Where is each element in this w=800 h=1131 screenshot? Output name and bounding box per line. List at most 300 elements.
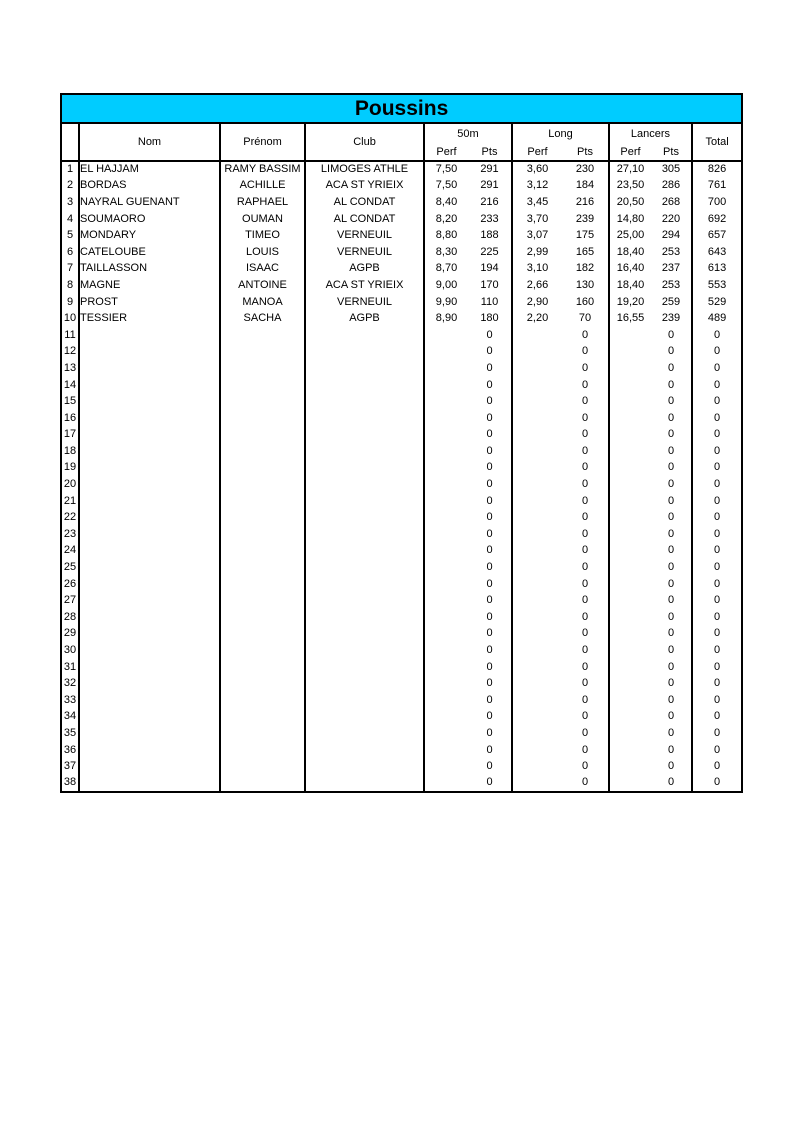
- cell-lancers-pts: 286: [651, 178, 692, 195]
- cell-lancers-perf: [609, 609, 651, 626]
- cell-long-pts: 0: [562, 626, 609, 643]
- cell-50m-pts: 0: [468, 327, 512, 344]
- cell-lancers-pts: 0: [651, 443, 692, 460]
- cell-lancers-pts: 0: [651, 476, 692, 493]
- cell-50m-perf: [424, 360, 468, 377]
- cell-total: 0: [714, 328, 721, 341]
- cell-50m-pts: 110: [468, 294, 512, 311]
- cell-rank: 36: [61, 742, 79, 759]
- cell-club: AGPB: [305, 310, 424, 327]
- cell-prenom: MANOA: [220, 294, 305, 311]
- cell-long-pts: 0: [562, 725, 609, 742]
- cell-lancers-perf: [609, 410, 651, 427]
- table-row: [61, 725, 742, 742]
- cell-club: [305, 659, 424, 676]
- cell-lancers-pts: 294: [651, 227, 692, 244]
- cell-50m-pts: 194: [468, 261, 512, 278]
- cell-rank: 17: [61, 427, 79, 444]
- cell-club: [305, 692, 424, 709]
- cell-club: [305, 476, 424, 493]
- cell-rank: 30: [61, 642, 79, 659]
- table-row: [61, 393, 742, 410]
- cell-rank: 6: [61, 244, 79, 261]
- cell-prenom: ISAAC: [220, 261, 305, 278]
- cell-prenom: [220, 443, 305, 460]
- cell-50m-pts: 0: [468, 377, 512, 394]
- cell-50m-pts: 0: [468, 360, 512, 377]
- cell-long-perf: 2,20: [526, 312, 549, 325]
- table-row: [61, 509, 742, 526]
- cell-club: [305, 360, 424, 377]
- cell-nom: [79, 642, 220, 659]
- table-row: [61, 543, 742, 560]
- cell-50m-perf: [424, 758, 468, 775]
- cell-total: 553: [707, 278, 727, 291]
- cell-50m-pts: 0: [468, 758, 512, 775]
- cell-long-perf: [512, 642, 562, 659]
- cell-lancers-perf: 25,00: [616, 229, 645, 242]
- cell-total: 0: [714, 660, 721, 673]
- cell-club: [305, 742, 424, 759]
- cell-prenom: [220, 675, 305, 692]
- cell-lancers-pts: 0: [651, 393, 692, 410]
- cell-50m-pts: 0: [468, 493, 512, 510]
- cell-nom: [79, 692, 220, 709]
- cell-lancers-pts: 0: [651, 493, 692, 510]
- cell-50m-pts: 0: [468, 410, 512, 427]
- cell-rank: 28: [61, 609, 79, 626]
- cell-50m-pts: 0: [468, 509, 512, 526]
- cell-rank: 24: [61, 543, 79, 560]
- cell-club: [305, 758, 424, 775]
- cell-nom: [79, 443, 220, 460]
- cell-long-pts: 0: [562, 509, 609, 526]
- cell-long-pts: 0: [562, 592, 609, 609]
- cell-club: [305, 393, 424, 410]
- cell-lancers-pts: 0: [651, 659, 692, 676]
- cell-club: [305, 709, 424, 726]
- cell-lancers-perf: [609, 493, 651, 510]
- cell-lancers-perf: [609, 526, 651, 543]
- cell-long-pts: 0: [562, 427, 609, 444]
- cell-50m-perf: [424, 476, 468, 493]
- cell-lancers-perf: [609, 443, 651, 460]
- cell-long-perf: [512, 526, 562, 543]
- cell-nom: [79, 775, 220, 792]
- cell-50m-perf: [424, 576, 468, 593]
- cell-lancers-perf: [609, 360, 651, 377]
- cell-long-pts: 0: [562, 377, 609, 394]
- cell-lancers-pts: 0: [651, 559, 692, 576]
- cell-nom: CATELOUBE: [79, 244, 220, 261]
- cell-long-pts: 0: [562, 642, 609, 659]
- cell-total: 657: [707, 229, 727, 242]
- cell-lancers-perf: [609, 476, 651, 493]
- cell-lancers-pts: 0: [651, 377, 692, 394]
- table-row: [61, 227, 742, 244]
- cell-lancers-perf: 20,50: [616, 195, 645, 208]
- cell-lancers-pts: 0: [651, 742, 692, 759]
- cell-lancers-pts: 0: [651, 327, 692, 344]
- cell-club: [305, 642, 424, 659]
- table-row: [61, 294, 742, 311]
- cell-prenom: [220, 725, 305, 742]
- cell-rank: 38: [61, 775, 79, 792]
- cell-club: [305, 559, 424, 576]
- cell-50m-perf: 8,20: [435, 212, 458, 225]
- cell-long-perf: [512, 443, 562, 460]
- cell-lancers-pts: 259: [651, 294, 692, 311]
- cell-50m-perf: 8,40: [435, 195, 458, 208]
- cell-long-pts: 0: [562, 775, 609, 792]
- cell-lancers-pts: 0: [651, 592, 692, 609]
- cell-50m-pts: 180: [468, 310, 512, 327]
- cell-50m-perf: [424, 460, 468, 477]
- cell-prenom: [220, 642, 305, 659]
- cell-50m-pts: 225: [468, 244, 512, 261]
- table-row: [61, 659, 742, 676]
- cell-long-perf: [512, 344, 562, 361]
- cell-lancers-perf: [609, 742, 651, 759]
- cell-nom: [79, 476, 220, 493]
- cell-total: 643: [707, 245, 727, 258]
- cell-50m-pts: 0: [468, 427, 512, 444]
- cell-rank: 4: [61, 211, 79, 228]
- cell-lancers-perf: [609, 592, 651, 609]
- cell-50m-perf: [424, 427, 468, 444]
- cell-50m-pts: 0: [468, 443, 512, 460]
- cell-lancers-perf: [609, 576, 651, 593]
- cell-long-pts: 239: [562, 211, 609, 228]
- cell-lancers-pts: 305: [651, 161, 692, 178]
- cell-nom: [79, 675, 220, 692]
- cell-rank: 35: [61, 725, 79, 742]
- cell-long-pts: 0: [562, 443, 609, 460]
- cell-50m-perf: [424, 592, 468, 609]
- cell-long-perf: [512, 559, 562, 576]
- cell-lancers-perf: 16,40: [616, 262, 645, 275]
- cell-total: 0: [714, 594, 721, 607]
- cell-nom: [79, 427, 220, 444]
- cell-nom: SOUMAORO: [79, 211, 220, 228]
- cell-nom: [79, 344, 220, 361]
- cell-nom: [79, 709, 220, 726]
- cell-long-perf: [512, 709, 562, 726]
- cell-nom: [79, 626, 220, 643]
- cell-rank: 11: [61, 327, 79, 344]
- cell-nom: [79, 460, 220, 477]
- cell-long-perf: 3,60: [526, 163, 549, 176]
- cell-long-pts: 0: [562, 758, 609, 775]
- cell-long-perf: [512, 775, 562, 792]
- column-header-prenom: Prénom: [220, 123, 305, 161]
- cell-lancers-pts: 0: [651, 725, 692, 742]
- cell-nom: [79, 360, 220, 377]
- cell-lancers-pts: 0: [651, 626, 692, 643]
- cell-nom: [79, 377, 220, 394]
- cell-rank: 9: [61, 294, 79, 311]
- cell-50m-perf: [424, 344, 468, 361]
- cell-lancers-pts: 0: [651, 427, 692, 444]
- cell-lancers-perf: [609, 393, 651, 410]
- table-row: [61, 775, 742, 792]
- cell-nom: [79, 393, 220, 410]
- column-header-lancers: Lancers: [609, 123, 692, 145]
- cell-lancers-perf: [609, 559, 651, 576]
- cell-prenom: [220, 758, 305, 775]
- cell-50m-pts: 170: [468, 277, 512, 294]
- cell-lancers-perf: [609, 659, 651, 676]
- cell-long-pts: 0: [562, 675, 609, 692]
- table-row: [61, 244, 742, 261]
- cell-club: [305, 576, 424, 593]
- cell-lancers-perf: [609, 709, 651, 726]
- cell-lancers-perf: [609, 327, 651, 344]
- cell-long-pts: 165: [562, 244, 609, 261]
- cell-club: [305, 460, 424, 477]
- cell-lancers-pts: 237: [651, 261, 692, 278]
- cell-total: 0: [714, 577, 721, 590]
- cell-long-pts: 160: [562, 294, 609, 311]
- cell-long-perf: 2,66: [526, 278, 549, 291]
- cell-50m-perf: [424, 559, 468, 576]
- cell-total: 0: [714, 428, 721, 441]
- cell-long-pts: 0: [562, 460, 609, 477]
- cell-long-pts: 0: [562, 692, 609, 709]
- cell-lancers-pts: 0: [651, 642, 692, 659]
- cell-rank: 26: [61, 576, 79, 593]
- cell-total: 0: [714, 776, 721, 789]
- cell-prenom: [220, 692, 305, 709]
- cell-nom: [79, 493, 220, 510]
- column-header-nom: Nom: [79, 123, 220, 161]
- cell-rank: 16: [61, 410, 79, 427]
- cell-prenom: [220, 344, 305, 361]
- cell-50m-pts: 0: [468, 592, 512, 609]
- cell-long-perf: [512, 692, 562, 709]
- subheader-lancers-pts: Pts: [651, 145, 692, 161]
- table-row: [61, 277, 742, 294]
- cell-lancers-pts: 0: [651, 460, 692, 477]
- cell-50m-pts: 0: [468, 460, 512, 477]
- cell-lancers-pts: 0: [651, 344, 692, 361]
- cell-club: [305, 609, 424, 626]
- cell-50m-perf: [424, 675, 468, 692]
- cell-50m-pts: 0: [468, 476, 512, 493]
- cell-50m-pts: 0: [468, 709, 512, 726]
- cell-club: [305, 775, 424, 792]
- cell-long-perf: 3,45: [526, 195, 549, 208]
- cell-long-pts: 230: [562, 161, 609, 178]
- cell-lancers-pts: 253: [651, 277, 692, 294]
- cell-50m-perf: [424, 709, 468, 726]
- cell-lancers-pts: 0: [651, 410, 692, 427]
- cell-long-perf: [512, 758, 562, 775]
- cell-long-perf: [512, 576, 562, 593]
- cell-nom: [79, 659, 220, 676]
- cell-club: ACA ST YRIEIX: [305, 178, 424, 195]
- cell-club: [305, 427, 424, 444]
- cell-total: 0: [714, 644, 721, 657]
- cell-prenom: [220, 576, 305, 593]
- cell-long-perf: 3,70: [526, 212, 549, 225]
- cell-prenom: ACHILLE: [220, 178, 305, 195]
- cell-long-pts: 0: [562, 526, 609, 543]
- title-row: [61, 94, 742, 123]
- page-title: Poussins: [61, 94, 742, 123]
- table-row: [61, 344, 742, 361]
- cell-lancers-pts: 0: [651, 675, 692, 692]
- cell-nom: NAYRAL GUENANT: [79, 194, 220, 211]
- cell-50m-perf: 7,50: [435, 163, 458, 176]
- table-row: [61, 675, 742, 692]
- cell-club: [305, 592, 424, 609]
- cell-prenom: [220, 427, 305, 444]
- subheader-long-pts: Pts: [562, 145, 609, 161]
- cell-nom: MONDARY: [79, 227, 220, 244]
- table-row: [61, 692, 742, 709]
- cell-long-pts: 182: [562, 261, 609, 278]
- cell-rank: 33: [61, 692, 79, 709]
- cell-prenom: TIMEO: [220, 227, 305, 244]
- cell-50m-pts: 0: [468, 344, 512, 361]
- cell-lancers-pts: 220: [651, 211, 692, 228]
- cell-50m-perf: [424, 493, 468, 510]
- table-row: [61, 194, 742, 211]
- cell-club: [305, 327, 424, 344]
- cell-club: VERNEUIL: [305, 294, 424, 311]
- cell-lancers-perf: [609, 675, 651, 692]
- cell-club: [305, 509, 424, 526]
- cell-nom: [79, 725, 220, 742]
- cell-nom: [79, 509, 220, 526]
- rank-column-header: [61, 123, 79, 161]
- cell-club: [305, 543, 424, 560]
- cell-50m-pts: 0: [468, 393, 512, 410]
- cell-nom: [79, 327, 220, 344]
- cell-long-pts: 0: [562, 709, 609, 726]
- cell-50m-perf: 7,50: [435, 179, 458, 192]
- cell-long-pts: 0: [562, 609, 609, 626]
- cell-rank: 10: [61, 310, 79, 327]
- cell-nom: [79, 742, 220, 759]
- cell-prenom: [220, 559, 305, 576]
- table-row: [61, 758, 742, 775]
- cell-lancers-pts: 0: [651, 709, 692, 726]
- cell-prenom: [220, 377, 305, 394]
- cell-lancers-perf: 16,55: [616, 312, 645, 325]
- cell-50m-pts: 0: [468, 526, 512, 543]
- cell-long-perf: [512, 476, 562, 493]
- cell-rank: 14: [61, 377, 79, 394]
- cell-lancers-pts: 0: [651, 543, 692, 560]
- cell-prenom: [220, 410, 305, 427]
- cell-lancers-perf: [609, 758, 651, 775]
- cell-rank: 27: [61, 592, 79, 609]
- cell-club: [305, 725, 424, 742]
- cell-lancers-pts: 268: [651, 194, 692, 211]
- cell-rank: 8: [61, 277, 79, 294]
- table-row: [61, 161, 742, 178]
- cell-long-pts: 184: [562, 178, 609, 195]
- cell-lancers-perf: [609, 543, 651, 560]
- cell-rank: 13: [61, 360, 79, 377]
- cell-total: 826: [707, 163, 727, 176]
- cell-total: 0: [714, 760, 721, 773]
- cell-prenom: [220, 360, 305, 377]
- cell-long-perf: [512, 543, 562, 560]
- table-row: [61, 709, 742, 726]
- cell-nom: [79, 559, 220, 576]
- cell-50m-pts: 0: [468, 626, 512, 643]
- cell-nom: TESSIER: [79, 310, 220, 327]
- cell-rank: 18: [61, 443, 79, 460]
- cell-long-perf: [512, 609, 562, 626]
- cell-club: [305, 526, 424, 543]
- cell-long-pts: 130: [562, 277, 609, 294]
- cell-lancers-perf: [609, 427, 651, 444]
- cell-prenom: [220, 476, 305, 493]
- cell-lancers-perf: 19,20: [616, 295, 645, 308]
- cell-nom: TAILLASSON: [79, 261, 220, 278]
- cell-nom: [79, 758, 220, 775]
- cell-lancers-perf: [609, 377, 651, 394]
- cell-50m-perf: [424, 692, 468, 709]
- table-row: [61, 377, 742, 394]
- cell-50m-perf: 8,70: [435, 262, 458, 275]
- cell-long-pts: 0: [562, 543, 609, 560]
- cell-lancers-pts: 0: [651, 692, 692, 709]
- cell-50m-perf: 9,90: [435, 295, 458, 308]
- cell-prenom: [220, 775, 305, 792]
- cell-long-perf: [512, 675, 562, 692]
- cell-nom: [79, 576, 220, 593]
- cell-long-perf: [512, 410, 562, 427]
- cell-long-perf: [512, 427, 562, 444]
- cell-rank: 21: [61, 493, 79, 510]
- cell-total: 0: [714, 444, 721, 457]
- cell-long-pts: 0: [562, 327, 609, 344]
- cell-total: 0: [714, 461, 721, 474]
- cell-lancers-perf: [609, 642, 651, 659]
- table-row: [61, 742, 742, 759]
- table-row: [61, 310, 742, 327]
- cell-nom: [79, 543, 220, 560]
- cell-total: 0: [714, 494, 721, 507]
- cell-prenom: ANTOINE: [220, 277, 305, 294]
- cell-nom: PROST: [79, 294, 220, 311]
- cell-rank: 25: [61, 559, 79, 576]
- cell-club: [305, 410, 424, 427]
- cell-long-perf: [512, 659, 562, 676]
- cell-rank: 29: [61, 626, 79, 643]
- cell-rank: 12: [61, 344, 79, 361]
- cell-total: 692: [707, 212, 727, 225]
- cell-total: 489: [707, 312, 727, 325]
- cell-rank: 2: [61, 178, 79, 195]
- cell-club: [305, 493, 424, 510]
- column-header-total: Total: [692, 123, 742, 161]
- cell-club: VERNEUIL: [305, 244, 424, 261]
- table-row: [61, 443, 742, 460]
- cell-club: LIMOGES ATHLE: [305, 161, 424, 178]
- cell-lancers-perf: [609, 626, 651, 643]
- cell-long-pts: 0: [562, 559, 609, 576]
- cell-50m-pts: 0: [468, 576, 512, 593]
- table-row: [61, 476, 742, 493]
- cell-long-perf: [512, 327, 562, 344]
- cell-long-pts: 175: [562, 227, 609, 244]
